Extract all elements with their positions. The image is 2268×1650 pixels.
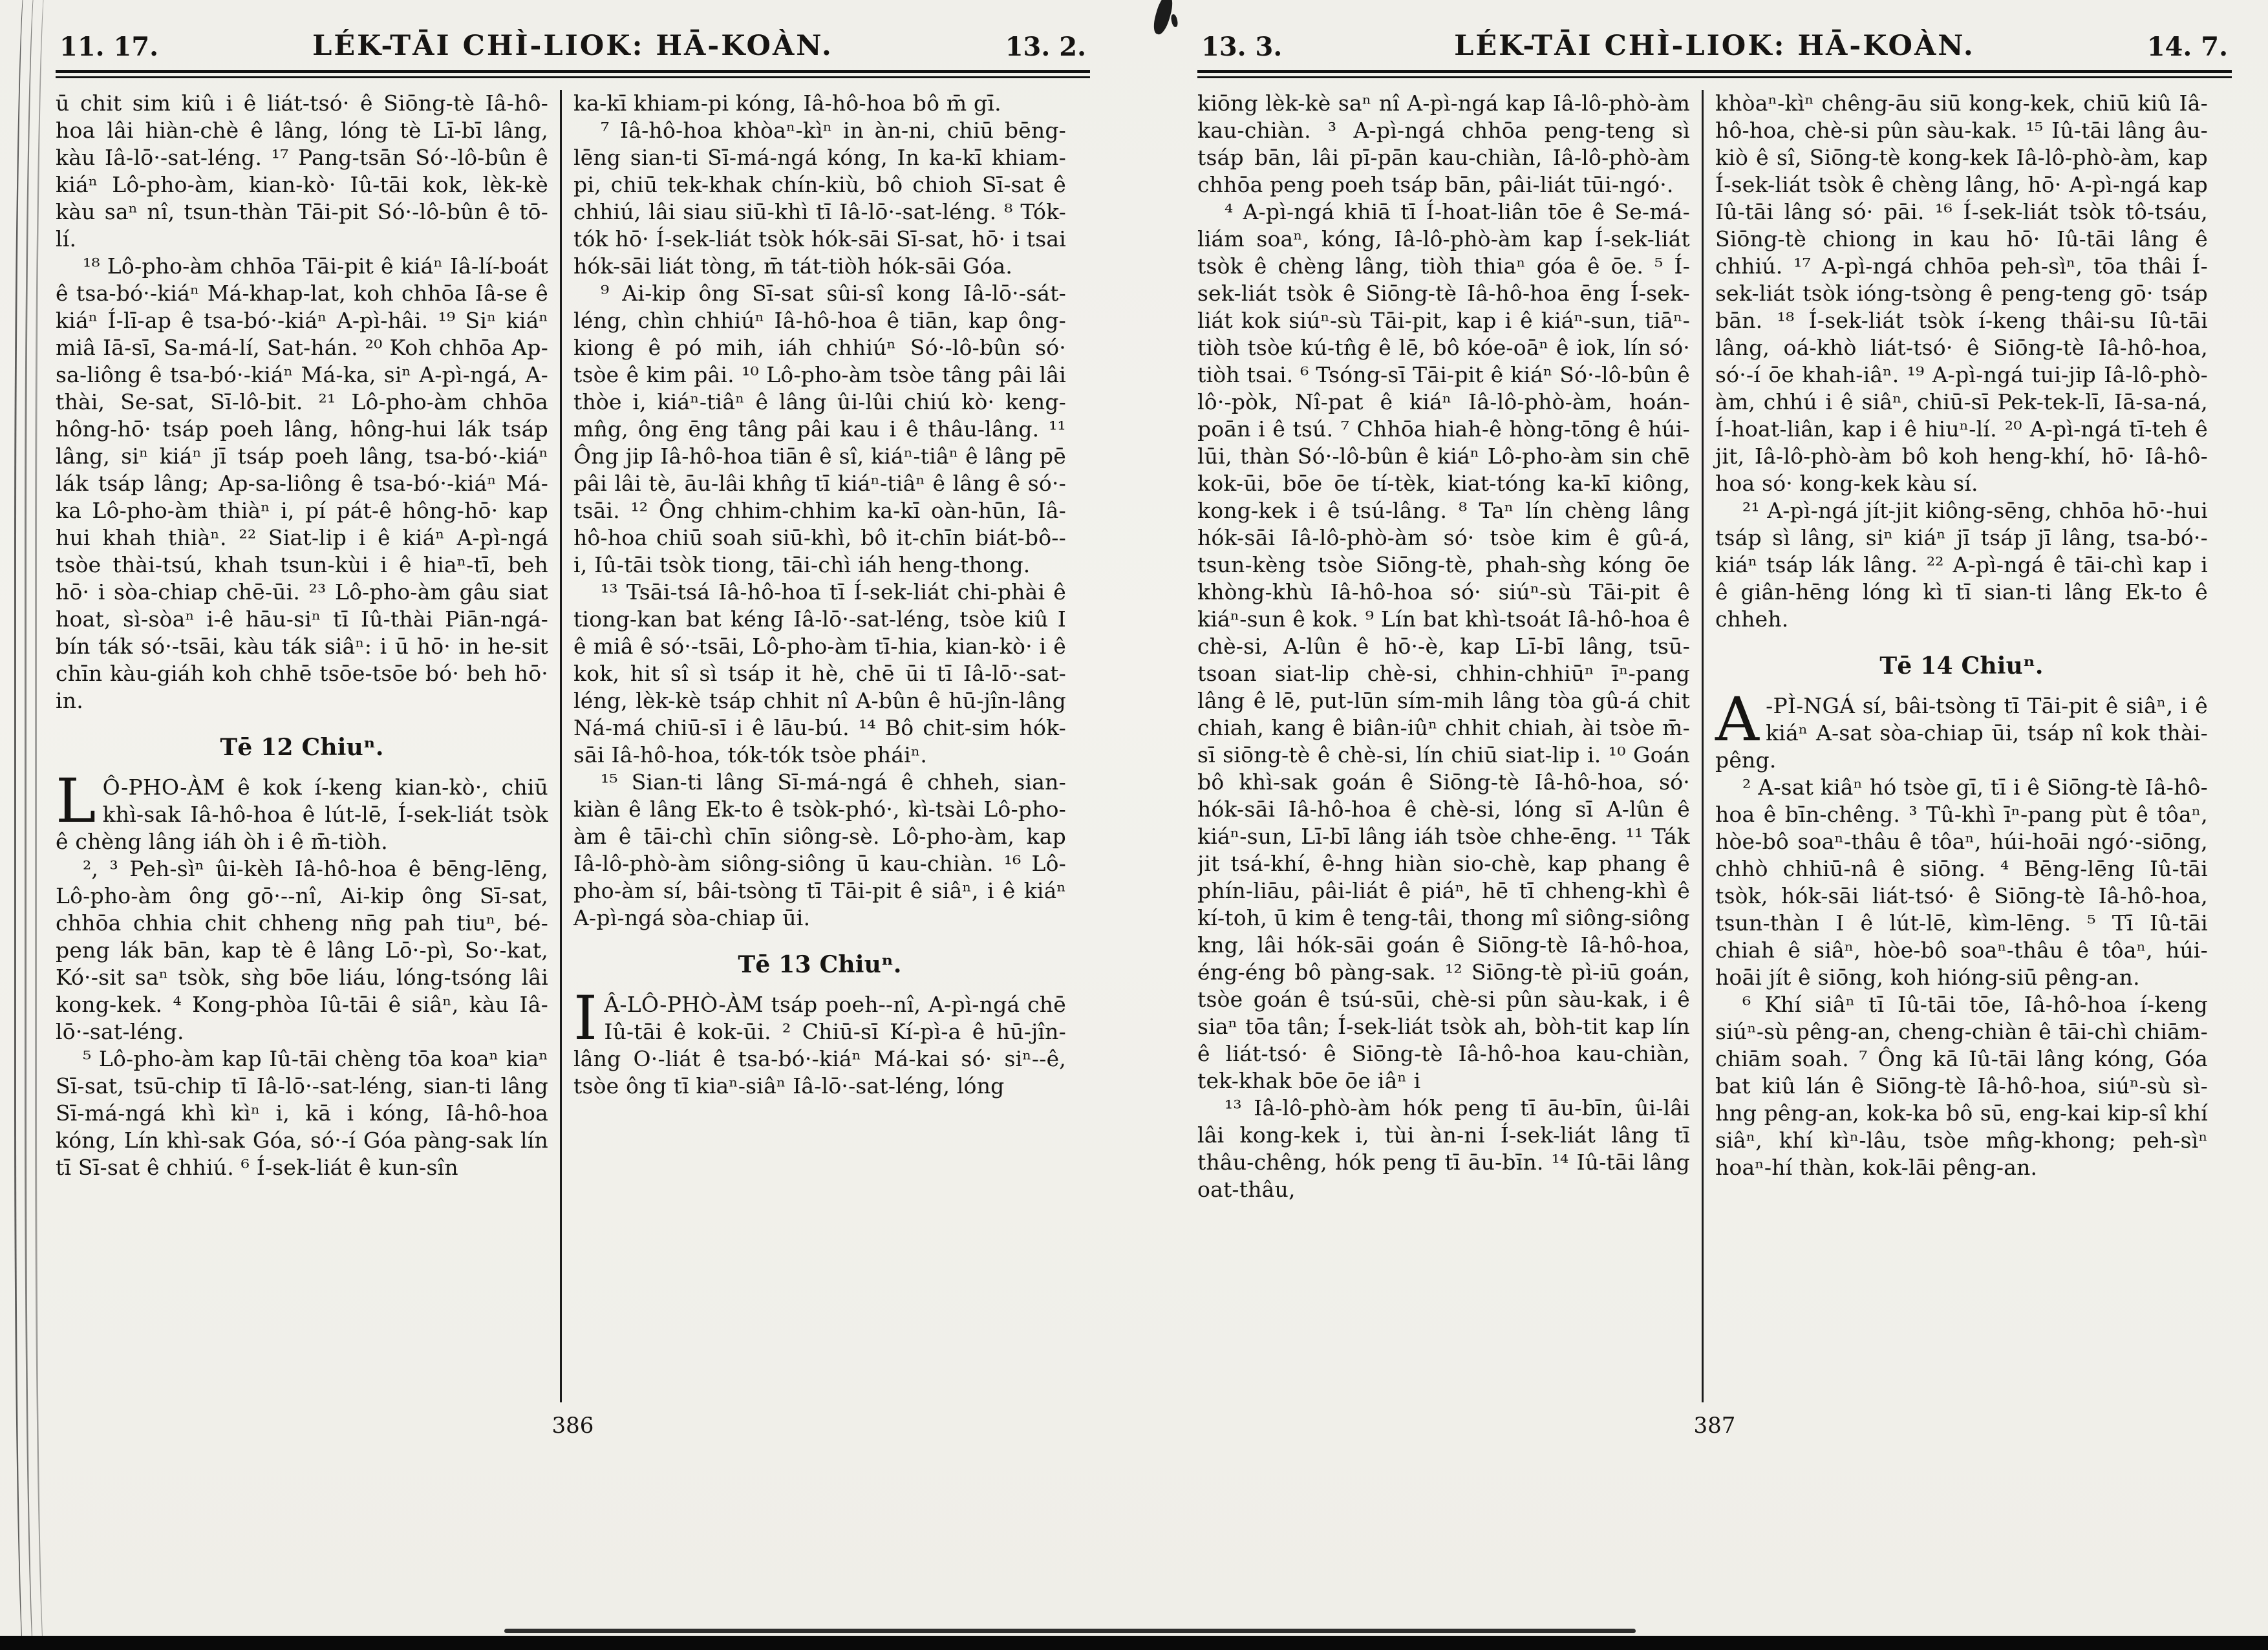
drop-cap-initial: I — [573, 983, 598, 1054]
text-columns — [56, 90, 1090, 1402]
text-column-2 — [573, 90, 1066, 1402]
verse-paragraph: ka-kī khiam-pi kóng, Iâ-hô-hoa bô m̄ gī. — [573, 91, 1001, 116]
verse-paragraph: I Â-LÔ-PHÒ-ÀM tsáp poeh--nî, A-pì-ngá chē Iû-tāi ê kok-ūi. ² Chiū-sī Kí-pì-a ê hū-jîn-lâng O·-liát ê tsa-bó·-kiáⁿ Má-kai só· siⁿ--ê, tsòe ông tī kiaⁿ-siâⁿ Iâ-lō·-sat-léng, lóng — [573, 983, 1066, 1098]
verse-paragraph: ²¹ A-pì-ngá jít-jit kiông-sēng, chhōa hō·-hui tsáp sì lâng, siⁿ kiáⁿ jī tsáp jī lâng, tsa-bó·-kiáⁿ tsáp lák lâng. ²² A-pì-ngá ê tāi-chì kap i ê giân-hēng lóng kì tī sian-ti lâng Ek-to ê chheh. — [1715, 498, 2208, 632]
verse-paragraph: ², ³ Peh-sìⁿ ûi-kèh Iâ-hô-hoa ê bēng-lēng, Lô-pho-àm ông gō·--nî, Ai-kip ông Sī-sat, chhōa chhia chit chheng nn̄g pah tiuⁿ, bé-peng lák bān, kap tè ê lâng Lō·-pì, So·-kat, Kó·-sit saⁿ tsòk, sǹg bōe liáu, lóng-tsóng lâi kong-kek. ⁴ Kong-phòa Iû-tāi ê siâⁿ, kàu Iâ-lō·-sat-léng. — [56, 856, 548, 1044]
right-page-header — [1197, 26, 2232, 62]
verse-paragraph: ū chit sim kiû i ê liát-tsó· ê Siōng-tè Iâ-hô-hoa lâi hiàn-chè ê lâng, lóng tè Lī-bī lâng, kàu Iâ-lō·-sat-léng. ¹⁷ Pang-tsān Só·-lô-bûn ê kiáⁿ Lô-pho-àm, kian-kò· Iû-tāi kok, lèk-kè kàu saⁿ nî, tsun-thàn Tāi-pit Só·-lô-bûn ê tō-lí. — [56, 91, 548, 252]
verse-paragraph: ¹³ Tsāi-tsá Iâ-hô-hoa tī Í-sek-liát chi-phài ê tiong-kan bat kéng Iâ-lō·-sat-léng, tsòe kiû I ê miâ ê só·-tsāi, Lô-pho-àm tī-hia, kian-kò· i ê kok, hit sî sì tsáp it hè, chē ūi tī Iâ-lō·-sat-léng, lèk-kè tsáp chhit nî A-bûn ê hū-jîn-lâng Ná-má chiū-sī i ê lāu-bú. ¹⁴ Bô chit-sim hók-sāi Iâ-hô-hoa, tók-tók tsòe pháiⁿ. — [573, 579, 1066, 767]
verse-ref-right: 14. 7. — [2146, 32, 2228, 62]
verse-paragraph: khòaⁿ-kìⁿ chêng-āu siū kong-kek, chiū kiû Iâ-hô-hoa, chè-si pûn sàu-kak. ¹⁵ Iû-tāi lâng âu-kiò ê sî, Siōng-tè kong-kek Iâ-lô-phò-àm, kap Í-sek-liát tsòk ê chèng lâng, hō· A-pì-ngá kap Iû-tāi lâng só· pāi. ¹⁶ Í-sek-liát tsòk tô-tsáu, Siōng-tè chiong in kau hō· Iû-tāi lâng ê chhiú. ¹⁷ A-pì-ngá chhōa peh-sìⁿ, tōa thâi Í-sek-liát tsòk ióng-tsòng ê peng-teng gō· tsáp bān. ¹⁸ Í-sek-liát tsòk í-keng thâi-su Iû-tāi lâng, oá-khò liát-tsó· ê Siōng-tè Iâ-hô-hoa, só·-í ōe khah-iâⁿ. ¹⁹ A-pì-ngá tui-jip Iâ-lô-phò-àm, chhú i ê siâⁿ, chiū-sī Pek-tek-lī, Iā-sa-ná, Í-hoat-liân, kap i ê hiuⁿ-lí. ²⁰ A-pì-ngá tī-teh ê jit, Iâ-lô-phò-àm bô koh heng-khí, hō· Iâ-hô-hoa só· kong-kek kàu sí. — [1715, 91, 2208, 496]
verse-paragraph: ⁶ Khí siâⁿ tī Iû-tāi tōe, Iâ-hô-hoa í-keng siúⁿ-sù pêng-an, cheng-chiàn ê tāi-chì chiām-chiām soah. ⁷ Ông kā Iû-tāi lâng kóng, Góa bat kiû lán ê Siōng-tè Iâ-hô-hoa, siúⁿ-sù sì-hng pêng-an, kok-ka bô sū, eng-kai kip-sî khí siâⁿ, khí kìⁿ-lâu, tsòe mn̂g-khong; peh-sìⁿ hoaⁿ-hí thàn, kok-lāi pêng-an. — [1715, 992, 2208, 1180]
verse-ref-left: 11. 17. — [59, 32, 159, 62]
verse-paragraph: kiōng lèk-kè saⁿ nî A-pì-ngá kap Iâ-lô-phò-àm kau-chiàn. ³ A-pì-ngá chhōa peng-teng sì tsáp bān, lâi pī-pān kau-chiàn, Iâ-lô-phò-àm chhōa peng poeh tsáp bān, pâi-liát tūi-ngó·. — [1197, 91, 1690, 197]
book-spine-edge — [25, 0, 36, 1650]
page-number: 386 — [551, 1413, 594, 1439]
book-title: LÉK-TĀI CHÌ-LIOK: HĀ-KOÀN. — [312, 30, 833, 62]
verse-paragraph: ⁹ Ai-kip ông Sī-sat sûi-sî kong Iâ-lō·-sát-léng, chìn chhiúⁿ Iâ-hô-hoa ê tiān, kap ông-kiong ê pó mih, iáh chhiúⁿ Só·-lô-bûn só· tsòe ê kim pâi. ¹⁰ Lô-pho-àm tsòe tâng pâi lâi thòe i, kiáⁿ-tiâⁿ ê lâng ûi-lûi chiú kò· keng-mn̂g, ông ēng tâng pâi kau i ê thâu-lâng. ¹¹ Ông jip Iâ-hô-hoa tiān ê sî, kiáⁿ-tiâⁿ ê lâng pē pâi lâi tè, āu-lâi khn̂g tī kiáⁿ-tiâⁿ ê lâng ê só·-tsāi. ¹² Ông chhim-chhim ka-kī oàn-hūn, Iâ-hô-hoa chiū soah siū-khì, bô it-chīn biát-bô--i, Iû-tāi tsòk tiong, tāi-chì iáh heng-thong. — [573, 281, 1066, 577]
right-page — [1197, 26, 2232, 1439]
verse-paragraph: A -PÌ-NGÁ sí, bâi-tsòng tī Tāi-pit ê siâⁿ, i ê kiáⁿ A-sat sòa-chiap ūi, tsáp nî kok thài-pêng. — [1715, 685, 2208, 773]
left-page — [56, 26, 1090, 1439]
book-spine-edge — [35, 0, 46, 1650]
chapter-heading: Tē 13 Chiuⁿ. — [738, 951, 902, 978]
verse-paragraph: ² A-sat kiâⁿ hó tsòe gī, tī i ê Siōng-tè Iâ-hô-hoa ê bīn-chêng. ³ Tû-khì īⁿ-pang pùt ê tôaⁿ, hòe-bô soaⁿ-thâu ê tôaⁿ, húi-hoāi ngó·-siōng, chhò chhiū-nâ ê siōng. ⁴ Bēng-lēng Iû-tāi tsòk, hók-sāi liát-tsó· ê Siōng-tè Iâ-hô-hoa, tsun-thàn I ê lút-lē, kìm-lēng. ⁵ Tī Iû-tāi chiah ê siâⁿ, hòe-bô soaⁿ-thâu ê tôaⁿ, húi-hoāi jít ê siōng, koh hióng-siū pêng-an. — [1715, 775, 2208, 990]
verse-paragraph: ⁵ Lô-pho-àm kap Iû-tāi chèng tōa koaⁿ kiaⁿ Sī-sat, tsū-chip tī Iâ-lō·-sat-léng, sian-ti lâng Sī-má-ngá khì kìⁿ i, kā i kóng, Iâ-hô-hoa kóng, Lín khì-sak Góa, só·-í Góa pàng-sak lín tī Sī-sat ê chhiú. ⁶ Í-sek-liát ê kun-sîn — [56, 1046, 548, 1180]
left-page-header — [56, 26, 1090, 62]
text-column-2 — [1715, 90, 2208, 1402]
chapter-heading: Tē 12 Chiuⁿ. — [220, 734, 384, 761]
scan-bottom-shadow — [504, 1629, 1636, 1633]
book-title: LÉK-TĀI CHÌ-LIOK: HĀ-KOÀN. — [1454, 30, 1975, 62]
verse-paragraph: ¹³ Iâ-lô-phò-àm hók peng tī āu-bīn, ûi-lâi lâi kong-kek i, tùi àn-ni Í-sek-liát lâng tī thâu-chêng, hók peng tī āu-bīn. ¹⁴ Iû-tāi lâng oat-thâu, — [1197, 1095, 1690, 1202]
ink-smudge — [1170, 14, 1179, 27]
column-divider — [560, 90, 562, 1402]
text-column-1 — [56, 90, 548, 1402]
verse-ref-right: 13. 2. — [1005, 32, 1086, 62]
text-columns — [1197, 90, 2232, 1402]
drop-cap-initial: A — [1715, 685, 1760, 755]
header-double-rule — [1197, 70, 2232, 78]
scan-bottom-edge — [0, 1636, 2268, 1650]
verse-paragraph: ⁴ A-pì-ngá khiā tī Í-hoat-liân tōe ê Se-má-liám soaⁿ, kóng, Iâ-lô-phò-àm kap Í-sek-liát tsòk ê chèng lâng, tiòh thiaⁿ góa ê ōe. ⁵ Í-sek-liát tsòk ê Siōng-tè Iâ-hô-hoa ēng Í-sek-liát kok siúⁿ-sù Tāi-pit, kap i ê kiáⁿ-sun, tiāⁿ-tiòh tsòe kú-tn̂g ê lē, bô kóe-oāⁿ ê iok, lín só· tiòh tsai. ⁶ Tsóng-sī Tāi-pit ê kiáⁿ Só·-lô-bûn ê lô·-pòk, Nî-pat ê kiáⁿ Iâ-lô-phò-àm, hoán-poān i ê tsú. ⁷ Chhōa hiah-ê hòng-tōng ê húi-lūi, thàn Só·-lô-bûn ê kiáⁿ Lô-pho-àm sin chē kok-ūi, bōe ōe tí-tèk, kiat-tóng ka-kī kiông, kong-kek i ê tsú-lâng. ⁸ Taⁿ lín chèng lâng hók-sāi Iâ-lô-phò-àm só· tsòe kim ê gû-á, tsun-kèng tsòe Siōng-tè, phah-sǹg kóng ōe khòng-khù Iâ-hô-hoa só· siúⁿ-sù Tāi-pit ê kiáⁿ-sun ê kok. ⁹ Lín bat khì-tsoát Iâ-hô-hoa ê chè-si, A-lûn ê hō·-è, kap Lī-bī lâng, tsū-tsoan siat-lip chè-si, chhin-chhiūⁿ īⁿ-pang lâng ê lē, put-lūn sím-mih lâng tòa gû-á chit chiah, kang ê biân-iûⁿ chhit chiah, ài tsòe m̄-sī siōng-tè ê chè-si, lín chiū siat-lip i. ¹⁰ Goán bô khì-sak goán ê Siōng-tè Iâ-hô-hoa, só· hók-sāi Iâ-hô-hoa ê chè-si, lóng sī A-lûn ê kiáⁿ-sun, Lī-bī lâng iáh tsòe chhe-ēng. ¹¹ Ták jit tsá-khí, ê-hng hiàn sio-chè, kap phang ê phín-liāu, pâi-liát ê piáⁿ, hē tī chheng-khì ê kí-toh, ū kim ê teng-tâi, thong mî siông-siông kng, lâi hók-sāi goán ê Siōng-tè Iâ-hô-hoa, éng-éng bô pàng-sak. ¹² Siōng-tè pì-iū goán, tsòe goán ê tsú-sūi, chè-si pûn sàu-kak, i ê siaⁿ tōa tân; Í-sek-liát tsòk ah, bòh-tit kap lín ê liát-tsó· ê Siōng-tè Iâ-hô-hoa kau-chiàn, tek-khak bōe ōe iâⁿ i — [1197, 199, 1690, 1093]
verse-ref-left: 13. 3. — [1201, 32, 1283, 62]
column-divider — [1702, 90, 1704, 1402]
header-double-rule — [56, 70, 1090, 78]
verse-paragraph: ¹⁵ Sian-ti lâng Sī-má-ngá ê chheh, sian-kiàn ê lâng Ek-to ê tsòk-phó·, kì-tsài Lô-pho-àm ê tāi-chì chīn siông-sè. Lô-pho-àm, kap Iâ-lô-phò-àm siông-siông ū kau-chiàn. ¹⁶ Lô-pho-àm sí, bâi-tsòng tī Tāi-pit ê siâⁿ, i ê kiáⁿ A-pì-ngá sòa-chiap ūi. — [573, 769, 1066, 930]
drop-cap-initial: L — [56, 766, 96, 837]
book-spine-edge — [14, 0, 25, 1650]
chapter-heading: Tē 14 Chiuⁿ. — [1879, 652, 2044, 680]
verse-paragraph: ⁷ Iâ-hô-hoa khòaⁿ-kìⁿ in àn-ni, chiū bēng-lēng sian-ti Sī-má-ngá kóng, In ka-kī khiam-pi, chiū tek-khak chín-kiù, bô chioh Sī-sat ê chhiú, lâi siau siū-khì tī Iâ-lō·-sat-léng. ⁸ Tók-tók hō· Í-sek-liát tsòk hók-sāi Sī-sat, hō· i tsai hók-sāi liát tòng, m̄ tát-tiòh hók-sāi Góa. — [573, 118, 1066, 279]
text-column-1 — [1197, 90, 1690, 1402]
verse-paragraph: L Ô-PHO-ÀM ê kok í-keng kian-kò·, chiū khì-sak Iâ-hô-hoa ê lút-lē, Í-sek-liát tsòk ê chèng lâng iáh òh i ê m̄-tiòh. — [56, 766, 548, 854]
page-number: 387 — [1693, 1413, 1736, 1439]
verse-paragraph: ¹⁸ Lô-pho-àm chhōa Tāi-pit ê kiáⁿ Iâ-lí-boát ê tsa-bó·-kiáⁿ Má-khap-lat, koh chhōa Iâ-se ê kiáⁿ Í-lī-ap ê tsa-bó·-kiáⁿ A-pì-hâi. ¹⁹ Siⁿ kiáⁿ miâ Iā-sī, Sa-má-lí, Sat-hán. ²⁰ Koh chhōa Ap-sa-liông ê tsa-bó·-kiáⁿ Má-ka, siⁿ A-pì-ngá, A-thài, Se-sat, Sī-lô-bit. ²¹ Lô-pho-àm chhōa hông-hō· tsáp poeh lâng, hông-hui lák tsáp lâng, siⁿ kiáⁿ jī tsáp poeh lâng, tsa-bó·-kiáⁿ lák tsáp lâng; Ap-sa-liông ê tsa-bó·-kiáⁿ Má-ka Lô-pho-àm thiàⁿ i, pí pát-ê hông-hō· kap hui khah thiàⁿ. ²² Siat-lip i ê kiáⁿ A-pì-ngá tsòe thài-tsú, khah tsun-kùi i ê hiaⁿ-tī, beh hō· i sòa-chiap chē-ūi. ²³ Lô-pho-àm gâu siat hoat, sì-sòaⁿ i-ê hāu-siⁿ tī Iû-thài Piān-ngá-bín ták só·-tsāi, kàu ták siâⁿ: i ū hō· in he-sit chīn kàu-giáh koh chhē tsōe-tsōe bó· beh hō· in. — [56, 253, 548, 713]
